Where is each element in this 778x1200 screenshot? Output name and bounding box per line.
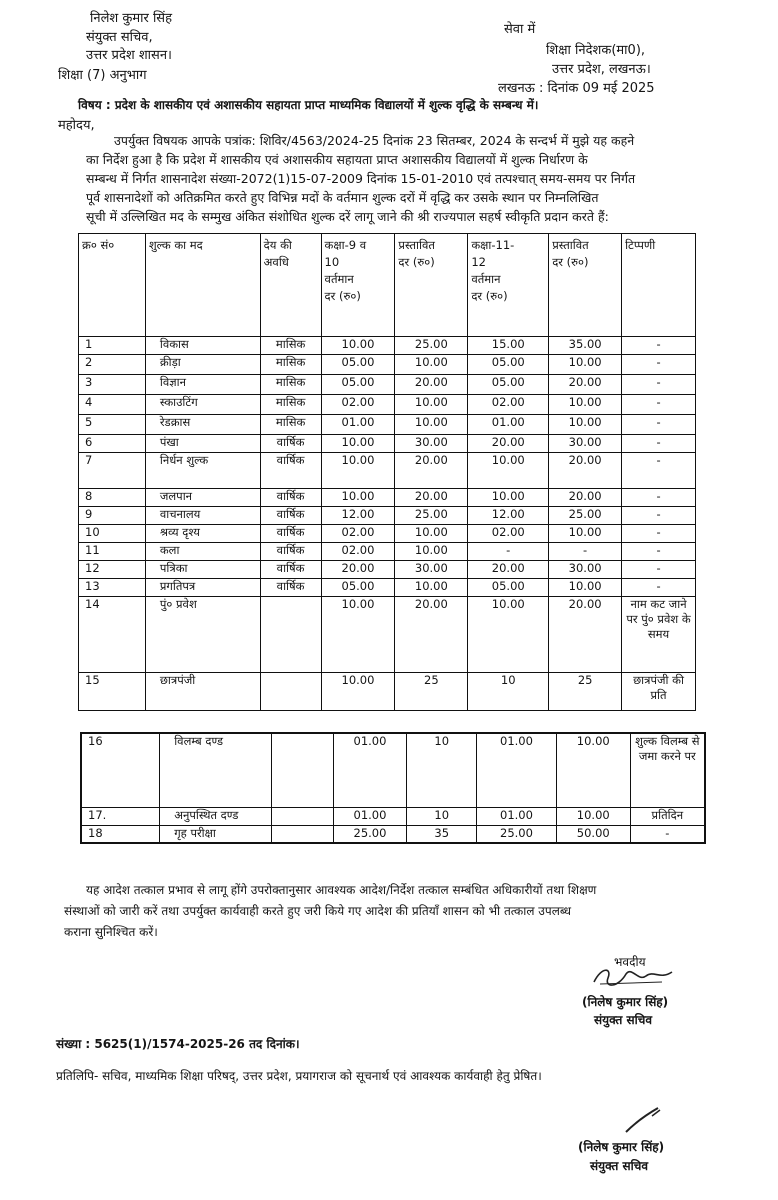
row-current-9-10: 02.00 [321,525,395,543]
row-item: विकास [145,337,260,355]
row-current-9-10: 20.00 [321,561,395,579]
subject-text: प्रदेश के शासकीय एवं अशासकीय सहायता प्राप्त माध्यमिक विद्यालयों में शुल्क वृद्धि के सम्बन्ध में। [114,98,539,112]
row-current-9-10: 10.00 [321,489,395,507]
remark-text: शुल्क विलम्ब से जमा करने पर [635,734,700,763]
signatory-designation: संयुक्त सचिव [594,1013,653,1027]
row-proposed-9-10: 20.00 [395,375,468,395]
row-item: स्काउटिंग [145,395,260,415]
row-current-11-12: 25.00 [477,825,557,843]
row-item: प्रगतिपत्र [145,579,260,597]
remark-text: - [656,435,661,449]
row-period: वार्षिक [260,435,321,453]
row-remark [622,337,696,355]
row-sno: 9 [79,507,146,525]
table-row [79,507,696,525]
row-item: गृह परीक्षा [160,825,272,843]
row-remark [622,525,696,543]
row-proposed-9-10: 20.00 [395,489,468,507]
row-proposed-11-12: 20.00 [549,489,622,507]
row-remark [622,673,696,711]
row-period: वार्षिक [260,561,321,579]
row-current-9-10: 10.00 [321,673,395,711]
remark-text: - [656,543,661,557]
remark-text: - [656,525,661,539]
table-row [79,453,696,489]
row-current-11-12: 02.00 [468,525,549,543]
signature-mark-2 [622,1106,662,1136]
fee-table [78,233,696,711]
row-proposed-11-12: 10.00 [549,579,622,597]
row-sno: 2 [79,355,146,375]
row-current-11-12: 05.00 [468,579,549,597]
row-sno: 13 [79,579,146,597]
recipient-designation: शिक्षा निदेशक(मा0), [546,43,646,58]
body-line: उपर्युक्त विषयक आपके पत्रांक: शिविर/4563/2024-25 दिनांक 23 सितम्बर, 2024 के सन्दर्भ में मुझे यह कहने [114,133,635,148]
recipient-place: उत्तर प्रदेश, लखनऊ। [552,62,651,77]
row-item: विज्ञान [145,375,260,395]
row-proposed-9-10: 10.00 [395,415,468,435]
row-current-9-10: 10.00 [321,453,395,489]
table-row [79,355,696,375]
row-period [260,673,321,711]
row-current-9-10: 05.00 [321,579,395,597]
row-proposed-9-10: 20.00 [395,453,468,489]
row-item: अनुपस्थित दण्ड [160,807,272,825]
signatory-designation-2: संयुक्त सचिव [590,1159,649,1173]
row-proposed-9-10: 25.00 [395,337,468,355]
row-sno: 17. [81,807,160,825]
row-current-11-12: - [468,543,549,561]
row-proposed-9-10: 10.00 [395,579,468,597]
row-proposed-11-12: 20.00 [549,453,622,489]
sender-name: निलेश कुमार सिंह [90,11,173,26]
row-current-9-10: 10.00 [321,337,395,355]
header-current-11-12: कक्षा-11- 12 वर्तमान दर (रु०) [468,234,549,337]
row-sno: 15 [79,673,146,711]
row-current-11-12: 05.00 [468,375,549,395]
remark-text: - [656,337,661,351]
table-body [79,337,696,711]
row-sno: 4 [79,395,146,415]
row-proposed-11-12: 20.00 [549,597,622,673]
row-current-11-12: 02.00 [468,395,549,415]
row-proposed-11-12: 25 [549,673,622,711]
closing-line: यह आदेश तत्काल प्रभाव से लागू होंगे उपरोक्तानुसार आवश्यक आदेश/निर्देश तत्काल सम्बंधित अधिकारीयों तथा शिक्षण [86,883,597,897]
row-current-9-10: 05.00 [321,375,395,395]
row-proposed-9-10: 10.00 [395,543,468,561]
row-item: जलपान [145,489,260,507]
row-item: निर्धन शुल्क [145,453,260,489]
row-remark [630,733,705,807]
row-proposed-11-12: 10.00 [549,525,622,543]
row-proposed-9-10: 30.00 [395,561,468,579]
signatory-name: (निलेष कुमार सिंह) [582,995,669,1009]
row-proposed-11-12: 10.00 [556,733,630,807]
row-remark [622,375,696,395]
row-current-9-10: 01.00 [333,733,407,807]
body-line: सम्बन्ध में निर्गत शासनादेश संख्या-2072(1)15-07-2009 दिनांक 15-01-2010 एवं तत्पश्चात् समय-समय पर निर्गत [86,171,636,186]
row-current-9-10: 02.00 [321,543,395,561]
row-period [260,597,321,673]
row-sno: 16 [81,733,160,807]
row-sno: 8 [79,489,146,507]
row-period: मासिक [260,355,321,375]
row-proposed-11-12: 35.00 [549,337,622,355]
remark-text: - [656,395,661,409]
closing-paragraph [64,880,596,943]
closing-line: कराना सुनिश्चित करें। [64,925,158,939]
body-line: पूर्व शासनादेशों को अतिक्रमित करते हुए विभिन्न मदों के वर्तमान शुल्क दरों में वृद्धि कर उसके स्थान पर निम्नलिखित [86,190,599,205]
remark-text: - [656,489,661,503]
row-proposed-9-10: 10 [407,807,477,825]
row-sno: 7 [79,453,146,489]
recipient-salutation: सेवा में [504,22,536,37]
remark-text: - [656,375,661,389]
row-remark [622,489,696,507]
row-proposed-11-12: 30.00 [549,435,622,453]
regards: भवदीय [614,955,646,969]
row-remark [622,395,696,415]
sender-designation: संयुक्त सचिव, [86,30,153,45]
row-remark [622,355,696,375]
row-proposed-9-10: 10.00 [395,395,468,415]
row-current-11-12: 01.00 [468,415,549,435]
sender-office: उत्तर प्रदेश शासन। [86,48,172,63]
row-current-11-12: 20.00 [468,435,549,453]
body-line: का निर्देश हुआ है कि प्रदेश में शासकीय एवं अशासकीय सहायता प्राप्त अशासकीय विद्यालयों में शुल्क निर्धारण के [86,152,588,167]
row-proposed-9-10: 10 [407,733,477,807]
row-proposed-11-12: 10.00 [549,395,622,415]
row-remark [622,453,696,489]
row-remark [622,543,696,561]
remark-text: - [656,507,661,521]
row-remark [622,415,696,435]
row-item: क्रीड़ा [145,355,260,375]
fee-table-continued [80,732,706,844]
row-sno: 12 [79,561,146,579]
row-sno: 1 [79,337,146,355]
row-period: मासिक [260,395,321,415]
row-period [271,807,333,825]
row-current-9-10: 10.00 [321,597,395,673]
row-period [271,825,333,843]
row-period: वार्षिक [260,543,321,561]
header-sno: क्र० सं० [79,234,146,337]
row-period: वार्षिक [260,507,321,525]
row-period: वार्षिक [260,453,321,489]
remark-text: नाम कट जाने पर पुं० प्रवेश के समय [626,597,691,641]
header-remark: टिप्पणी [622,234,696,337]
table-row [79,543,696,561]
remark-text: - [656,415,661,429]
row-period: वार्षिक [260,579,321,597]
row-remark [622,561,696,579]
table-body-continued [81,733,705,843]
row-current-9-10: 01.00 [333,807,407,825]
header-period: देय की अवधि [260,234,321,337]
row-current-9-10: 05.00 [321,355,395,375]
table-header-row [79,234,696,337]
header-item: शुल्क का मद [145,234,260,337]
row-proposed-9-10: 20.00 [395,597,468,673]
signature-mark [588,962,678,992]
header-proposed-11-12: प्रस्तावित दर (रु०) [549,234,622,337]
row-period: मासिक [260,375,321,395]
row-current-11-12: 12.00 [468,507,549,525]
row-sno: 6 [79,435,146,453]
table-row [79,395,696,415]
row-item: कला [145,543,260,561]
body-line: सूची में उल्लिखित मद के सम्मुख अंकित संशोधित शुल्क दरें लागू जाने की श्री राज्यपाल सहर्ष स्वीकृति प्रदान करते हैं: [86,209,609,224]
row-item: श्रव्य दृश्य [145,525,260,543]
remark-text: छात्रपंजी की प्रति [633,673,684,702]
row-current-9-10: 10.00 [321,435,395,453]
row-proposed-9-10: 10.00 [395,525,468,543]
reference-number: संख्या : 5625(1)/1574-2025-26 तद दिनांक। [56,1037,300,1051]
sender-section: शिक्षा (7) अनुभाग [58,68,147,83]
header-proposed-9-10: प्रस्तावित दर (रु०) [395,234,468,337]
row-remark [630,807,705,825]
row-proposed-11-12: 25.00 [549,507,622,525]
row-proposed-11-12: 20.00 [549,375,622,395]
row-current-11-12: 10.00 [468,489,549,507]
row-current-11-12: 01.00 [477,807,557,825]
row-item: विलम्ब दण्ड [160,733,272,807]
row-current-11-12: 01.00 [477,733,557,807]
row-sno: 14 [79,597,146,673]
row-proposed-9-10: 10.00 [395,355,468,375]
row-current-9-10: 12.00 [321,507,395,525]
row-current-11-12: 10.00 [468,453,549,489]
row-item: वाचनालय [145,507,260,525]
row-period: मासिक [260,415,321,435]
row-proposed-11-12: 10.00 [549,355,622,375]
row-remark [622,435,696,453]
row-proposed-9-10: 35 [407,825,477,843]
copy-to: प्रतिलिपि- सचिव, माध्यमिक शिक्षा परिषद्, उत्तर प्रदेश, प्रयागराज को सूचनार्थ एवं आवश्यक कार्यवाही हेतु प्रेषित। [56,1069,542,1083]
row-proposed-9-10: 25 [395,673,468,711]
row-remark [622,597,696,673]
remark-text: - [656,453,661,467]
table-row [79,561,696,579]
row-item: छात्रपंजी [145,673,260,711]
remark-text: - [656,579,661,593]
row-period [271,733,333,807]
row-proposed-11-12: 50.00 [556,825,630,843]
row-proposed-11-12: 10.00 [556,807,630,825]
row-proposed-11-12: 30.00 [549,561,622,579]
table-row [81,825,705,843]
row-sno: 5 [79,415,146,435]
subject-label: विषय : [78,98,111,112]
table-row [79,597,696,673]
row-proposed-11-12: 10.00 [549,415,622,435]
table-row [79,673,696,711]
row-current-11-12: 20.00 [468,561,549,579]
signatory-name-2: (निलेष कुमार सिंह) [578,1140,665,1154]
remark-text: - [656,355,661,369]
closing-line: संस्थाओं को जारी करें तथा उपर्युक्त कार्यवाही करते हुए जरी किये गए आदेश की प्रतियाँ शासन को भी तत्काल उपलब्ध [64,904,571,918]
row-item: पुं० प्रवेश [145,597,260,673]
row-item: रेडक्रास [145,415,260,435]
row-sno: 10 [79,525,146,543]
row-period: वार्षिक [260,489,321,507]
remark-text: - [656,561,661,575]
table-row [79,489,696,507]
remark-text: प्रतिदिन [651,807,684,822]
row-remark [622,507,696,525]
table-row [79,375,696,395]
row-current-11-12: 15.00 [468,337,549,355]
table-row [79,579,696,597]
row-proposed-9-10: 25.00 [395,507,468,525]
row-sno: 11 [79,543,146,561]
row-item: पत्रिका [145,561,260,579]
row-sno: 3 [79,375,146,395]
row-period: मासिक [260,337,321,355]
row-period: वार्षिक [260,525,321,543]
row-current-11-12: 05.00 [468,355,549,375]
row-sno: 18 [81,825,160,843]
table-row [81,807,705,825]
row-proposed-11-12: - [549,543,622,561]
row-remark [622,579,696,597]
subject-line [78,96,538,113]
remark-text: - [665,825,670,840]
table-row [79,337,696,355]
table-row [79,435,696,453]
row-current-9-10: 02.00 [321,395,395,415]
table-row [81,733,705,807]
row-current-9-10: 01.00 [321,415,395,435]
row-proposed-9-10: 30.00 [395,435,468,453]
row-remark [630,825,705,843]
row-item: पंखा [145,435,260,453]
table-row [79,525,696,543]
header-current-9-10: कक्षा-9 व 10 वर्तमान दर (रु०) [321,234,395,337]
date-line: लखनऊ : दिनांक 09 मई 2025 [498,81,655,96]
row-current-11-12: 10.00 [468,597,549,673]
body-paragraph [86,131,635,226]
greeting: महोदय, [58,118,95,133]
row-current-9-10: 25.00 [333,825,407,843]
table-row [79,415,696,435]
row-current-11-12: 10 [468,673,549,711]
